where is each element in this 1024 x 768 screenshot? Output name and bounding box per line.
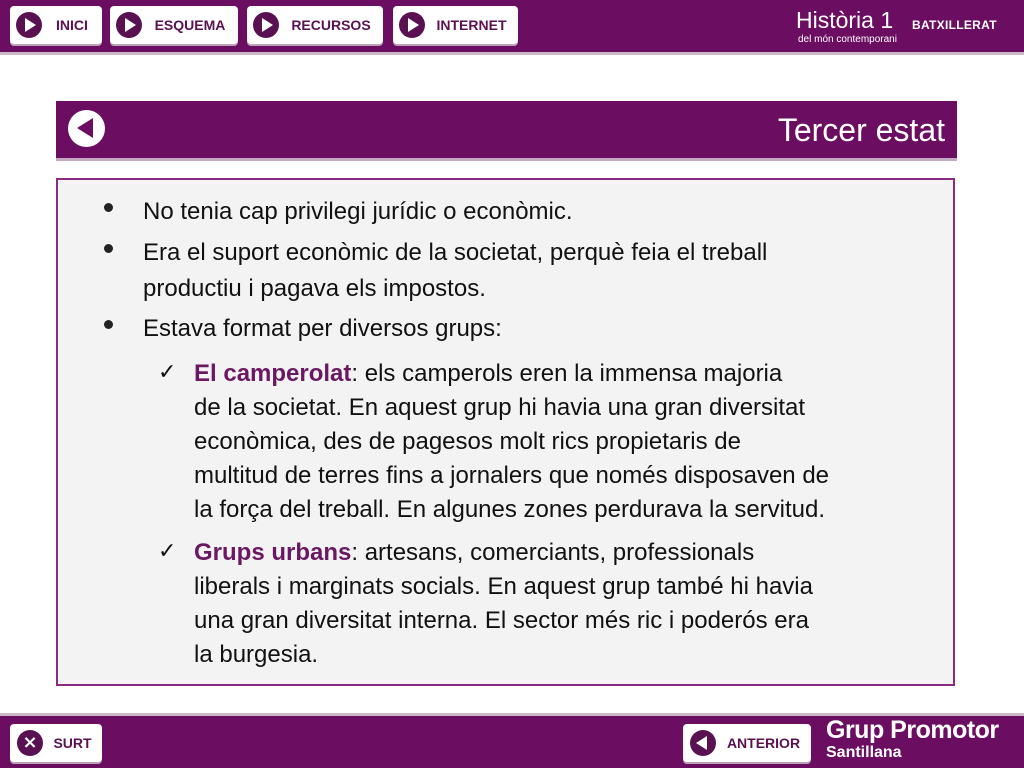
recursos-button[interactable] — [247, 6, 383, 44]
group-line — [194, 536, 754, 570]
play-icon — [399, 12, 425, 38]
anterior-button[interactable] — [683, 724, 811, 762]
internet-label: INTERNET — [436, 17, 507, 33]
surt-label: SURT — [53, 735, 92, 751]
group-line: la força del treball. En algunes zones perdurava la servitud. — [194, 496, 826, 523]
publisher-logo — [826, 716, 999, 762]
bullet-text-continued: productiu i pagava els impostos. — [143, 275, 486, 302]
bullet-text: Estava format per diversos grups: — [143, 315, 502, 342]
anterior-label: ANTERIOR — [726, 735, 801, 751]
group-text: : els camperols eren la immensa majoria — [351, 360, 783, 387]
bullet-text: No tenia cap privilegi jurídic o econòmic. — [143, 198, 573, 225]
close-icon: × — [17, 730, 43, 756]
check-icon: ✓ — [158, 539, 177, 564]
page-title: Tercer estat — [777, 112, 945, 148]
group-line: liberals i marginats socials. En aquest grup també hi havia — [194, 573, 813, 600]
play-icon — [116, 12, 142, 38]
back-arrow-icon[interactable] — [68, 110, 105, 147]
group-line: multitud de terres fins a jornalers que només disposaven de — [194, 462, 830, 489]
play-icon — [253, 12, 279, 38]
publisher-sub: Santillana — [826, 744, 902, 761]
group-term: El camperolat — [194, 360, 352, 387]
recursos-label: RECURSOS — [291, 17, 371, 33]
bullet-dot — [104, 320, 113, 329]
inici-button[interactable] — [10, 6, 102, 44]
play-icon — [16, 12, 42, 38]
brand-subtitle: del món contemporani — [798, 34, 897, 45]
esquema-button[interactable] — [110, 6, 238, 44]
inici-label: INICI — [56, 17, 88, 33]
group-line: la burgesia. — [194, 641, 319, 668]
group-text: : artesans, comerciants, professionals — [351, 539, 755, 566]
group-line: de la societat. En aquest grup hi havia una gran diversitat — [194, 394, 806, 421]
publisher-name: Grup Promotor — [826, 716, 999, 744]
bullet-text: Era el suport econòmic de la societat, perquè feia el treball — [143, 239, 768, 266]
group-line: una gran diversitat interna. El sector més ric i poderós era — [194, 607, 809, 634]
surt-button[interactable] — [10, 724, 102, 762]
group-term: Grups urbans — [194, 539, 352, 566]
group-line — [194, 357, 782, 391]
bullet-dot — [104, 203, 113, 212]
group-line: econòmica, des de pagesos molt rics propietaris de — [194, 428, 741, 455]
back-icon — [690, 730, 716, 756]
brand-tag: BATXILLERAT — [912, 18, 997, 32]
check-icon: ✓ — [158, 360, 177, 385]
brand-title: Història 1 — [796, 7, 894, 33]
bullet-dot — [104, 244, 113, 253]
esquema-label: ESQUEMA — [154, 17, 226, 33]
slide-title-bar — [56, 101, 957, 158]
internet-button[interactable] — [393, 6, 518, 44]
